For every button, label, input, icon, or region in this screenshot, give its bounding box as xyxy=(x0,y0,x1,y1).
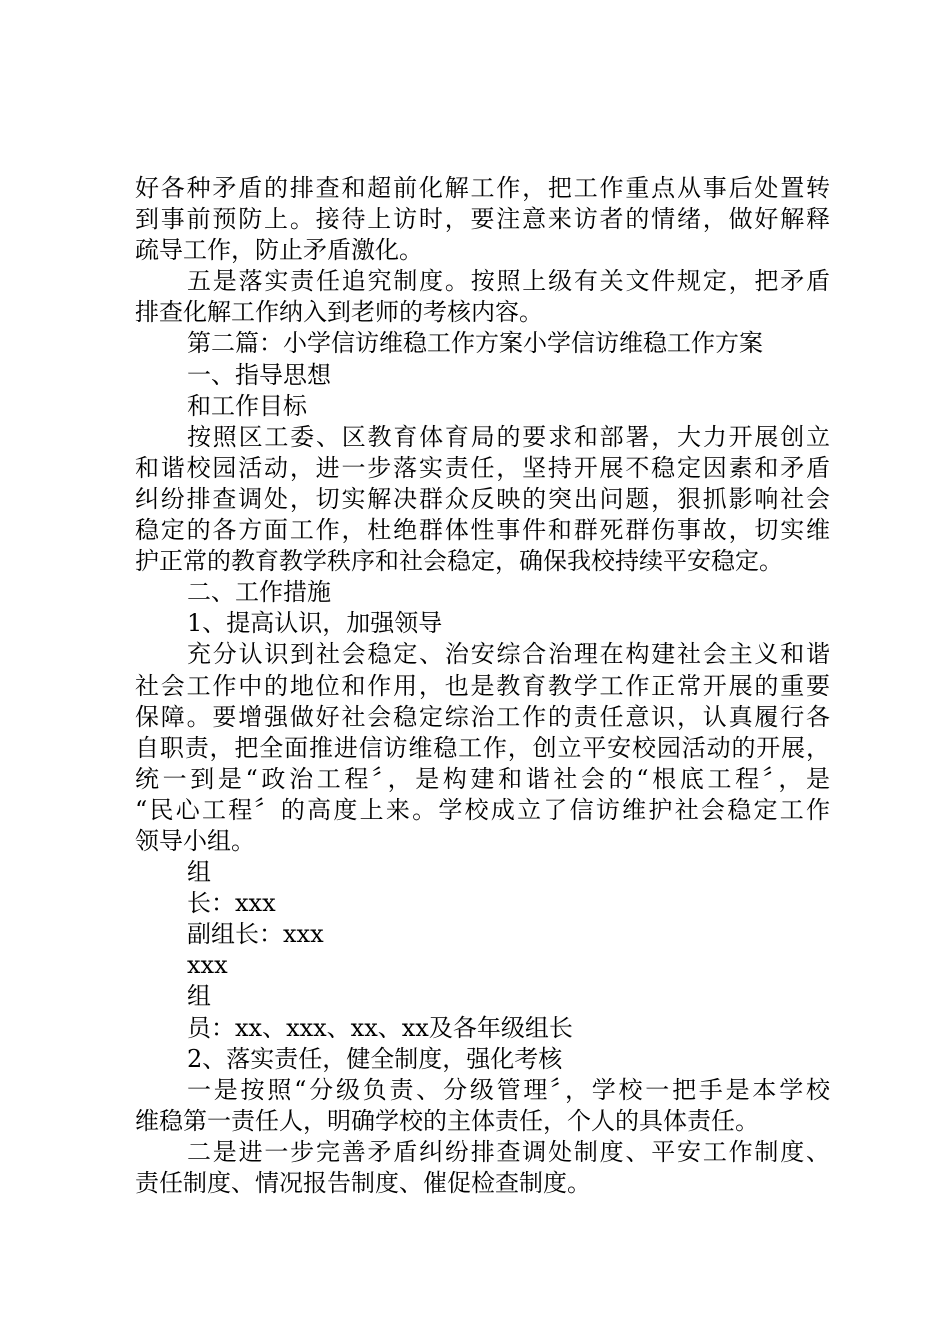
text-line: 二、工作措施 xyxy=(187,578,331,607)
text-line: 统一到是“政治工程〞，是构建和谐社会的“根底工程〞，是 xyxy=(135,764,830,793)
text-line: 五是落实责任追究制度。按照上级有关文件规定，把矛盾 xyxy=(187,267,830,296)
text-line: 员：xx、xxx、xx、xx及各年级组长 xyxy=(187,1013,573,1042)
text-line: 2、落实责任，健全制度，强化考核 xyxy=(187,1044,563,1073)
text-line: 和工作目标 xyxy=(187,391,307,420)
text-line: 二是进一步完善矛盾纠纷排查调处制度、平安工作制度、 xyxy=(187,1137,830,1166)
text-line: 护正常的教育教学秩序和社会稳定，确保我校持续平安稳定。 xyxy=(135,547,783,576)
text-line: 维稳第一责任人，明确学校的主体责任，个人的具体责任。 xyxy=(135,1106,759,1135)
text-line: 责任制度、情况报告制度、催促检查制度。 xyxy=(135,1169,591,1197)
text-line: 纠纷排查调处，切实解决群众反映的突出问题，狠抓影响社会 xyxy=(135,484,830,513)
text-line: 一是按照“分级负责、分级管理〞，学校一把手是本学校 xyxy=(187,1075,830,1104)
text-line: 到事前预防上。接待上访时，要注意来访者的情绪，做好解释 xyxy=(135,205,830,234)
text-line: 长：xxx xyxy=(187,889,276,918)
text-line: 保障。要增强做好社会稳定综治工作的责任意识，认真履行各 xyxy=(135,702,830,731)
text-line: 稳定的各方面工作，杜绝群体性事件和群死群伤事故，切实维 xyxy=(135,516,830,545)
text-line: 充分认识到社会稳定、治安综合治理在构建社会主义和谐 xyxy=(187,640,830,669)
text-line: 排查化解工作纳入到老师的考核内容。 xyxy=(135,298,543,327)
text-line: 好各种矛盾的排查和超前化解工作，把工作重点从事后处置转 xyxy=(135,174,830,202)
text-line: 第二篇：小学信访维稳工作方案小学信访维稳工作方案 xyxy=(187,329,763,358)
text-line: 疏导工作，防止矛盾激化。 xyxy=(135,236,423,265)
text-line: 一、指导思想 xyxy=(187,360,331,389)
text-line: 和谐校园活动，进一步落实责任，坚持开展不稳定因素和矛盾 xyxy=(135,453,830,482)
text-line: 组 xyxy=(187,982,211,1011)
text-line: xxx xyxy=(187,951,228,980)
text-line: “民心工程〞的高度上来。学校成立了信访维护社会稳定工作 xyxy=(135,795,830,824)
text-line: 按照区工委、区教育体育局的要求和部署，大力开展创立 xyxy=(187,422,830,451)
document-body xyxy=(135,173,830,1199)
text-line: 组 xyxy=(187,858,211,887)
text-line: 自职责，把全面推进信访维稳工作，创立平安校园活动的开展， xyxy=(135,733,830,762)
text-line: 副组长：xxx xyxy=(187,920,324,949)
text-line: 社会工作中的地位和作用，也是教育教学工作正常开展的重要 xyxy=(135,671,830,700)
text-line: 1、提高认识，加强领导 xyxy=(187,609,443,638)
text-line: 领导小组。 xyxy=(135,826,255,855)
